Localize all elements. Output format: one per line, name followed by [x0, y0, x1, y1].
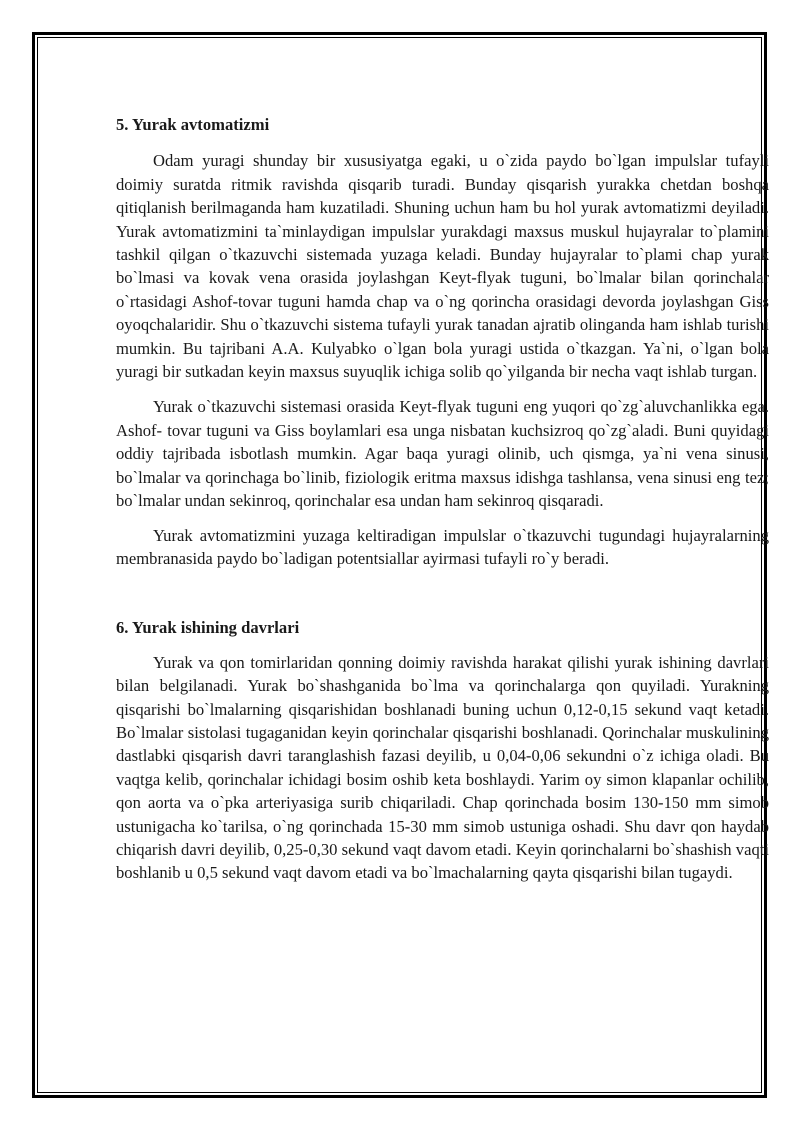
paragraph: Odam yuragi shunday bir xususiyatga egaki, u o`zida paydo bo`lgan impulslar tufayli doimiy suratda ritmik ravishda qisqarib turadi. Bunday qisqarish yurakka chetdan boshqa qitiqlanish berilmaganda ham kuzatiladi. Shuning uchun ham bu hol yurak avtomatizmi deyiladi. Yurak avtomatizmini ta`minlaydigan impulslar yurakdagi maxsus muskul hujayralar to`plamini tashkil qilgan o`tkazuvchi sistemada yuzaga keladi. Bunday hujayralar to`plami chap yurak bo`lmasi va kovak vena orasida joylashgan Keyt-flyak tuguni, bo`lmalar bilan qorinchalar o`rtasidagi Ashof-tovar tuguni hamda chap va o`ng qorincha orasidagi devorda joylashgan Giss oyoqchalaridir. Shu o`tkazuvchi sistema tufayli yurak tanadan ajratib olinganda ham ishlab turishi mumkin. Bu tajribani A.A. Kulyabko o`lgan bola yuragi ustida o`tkazgan. Ya`ni, o`lgan bola yuragi bir sutkadan keyin maxsus suyuqlik ichiga solib qo`yilganda bir necha vaqt ishlab turgan. [116, 151, 769, 382]
paragraph: Yurak o`tkazuvchi sistemasi orasida Keyt-flyak tuguni eng yuqori qo`zg`aluvchanlikka ega. Ashof- tovar tuguni va Giss boylamlari esa unga nisbatan kuchsizroq qo`zg`aladi. Buni quyidagi oddiy tajribada isbotlash mumkin. Agar baqa yuragi olinib, uch qismga, ya`ni vena sinusi, bo`lmalar va qorinchaga bo`linib, fiziologik eritma maxsus idishga tashlansa, vena sinusi eng tez; bo`lmalar undan sekinroq, qorinchalar esa undan ham sekinroq qisqaradi. [116, 397, 769, 511]
document-body [116, 113, 769, 885]
section-heading-yurak-ishining-davrlari: 6. Yurak ishining davrlari [116, 618, 300, 638]
paragraph: Yurak va qon tomirlaridan qonning doimiy ravishda harakat qilishi yurak ishining davrlari bilan belgilanadi. Yurak bo`shashganida bo`lma va qorinchalarga qon quyiladi. Yurakning qisqarishi bo`lmalarning qisqarishidan boshlanadi buning uchun 0,12-0,15 sekund vaqt ketadi. Bo`lmalar sistolasi tugaganidan keyin qorinchalar qisqarishi boshlanadi. Qorinchalar muskulining dastlabki qisqarish davri taranglashish fazasi deyilib, u 0,04-0,06 sekundni o`z ichiga oladi. Bu vaqtga kelib, qorinchalar ichidagi bosim oshib keta boshlaydi. Yarim oy simon klapanlar ochilib, qon aorta va o`pka arteriyasiga surib chiqariladi. Chap qorinchada bosim 130-150 mm simob ustunigacha ko`tarilsa, o`ng qorinchada 15-30 mm simob ustuniga oshadi. Shu davr qon haydab chiqarish davri deyilib, 0,25-0,30 sekund vaqt davom etadi. Keyin qorinchalarni bo`shashish vaqti boshlanib u 0,5 sekund vaqt davom etadi va bo`lmachalarning qayta qisqarishi bilan tugaydi. [116, 652, 769, 883]
section-heading-yurak-avtomatizmi: 5. Yurak avtomatizmi [116, 115, 270, 134]
paragraph: Yurak avtomatizmini yuzaga keltiradigan impulslar o`tkazuvchi tugundagi hujayralarning membranasida paydo bo`ladigan potentsiallar ayirmasi tufayli ro`y beradi. [116, 525, 769, 568]
